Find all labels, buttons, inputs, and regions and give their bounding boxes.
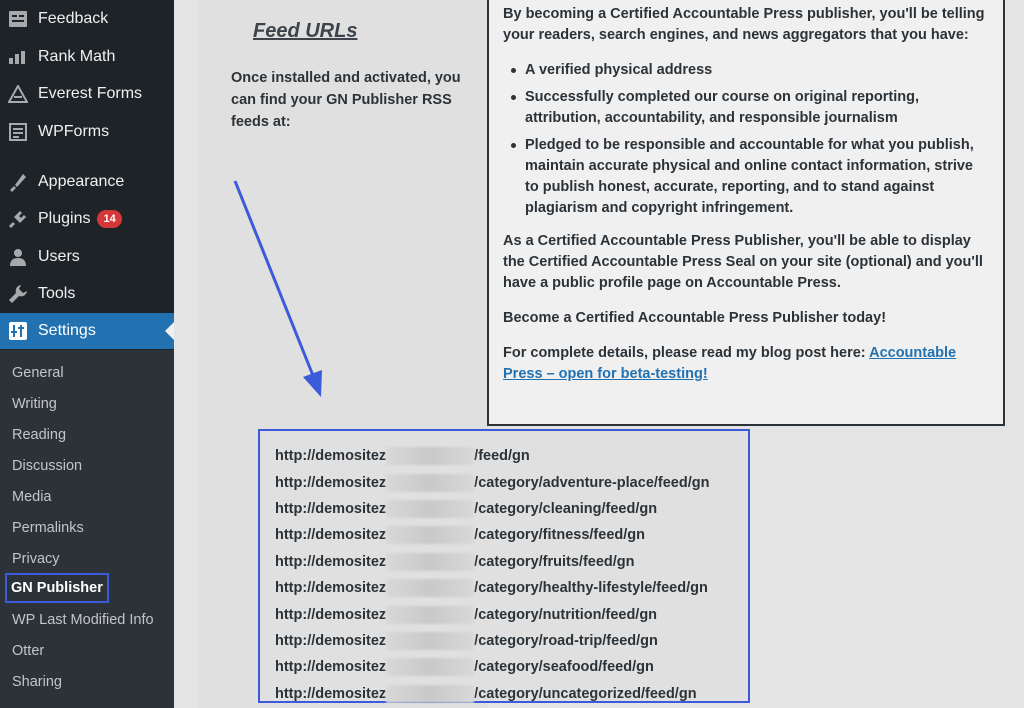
feed-url-row[interactable] [275,469,748,495]
feed-url-row[interactable] [275,575,748,601]
redacted-domain [386,500,474,518]
submenu-gn-publisher[interactable]: GN Publisher [5,573,109,603]
menu-rank-math[interactable] [0,39,174,75]
feed-url-path: /category/cleaning/feed/gn [474,500,658,517]
menu-feedback[interactable] [0,1,174,37]
feed-url-path: /feed/gn [474,448,530,465]
menu-label: Users [38,248,80,265]
promo-details [503,343,989,385]
feed-url-path: /category/road-trip/feed/gn [474,632,658,649]
feed-url-path: /category/adventure-place/feed/gn [474,474,710,491]
admin-sidebar [0,0,174,708]
feed-url-prefix: http://demositez [275,474,387,491]
users-icon [7,246,29,268]
tools-wrench-icon [7,283,29,305]
redacted-domain [386,474,474,492]
promo-bullet-list [525,60,989,219]
menu-label: Tools [38,285,76,302]
feed-url-prefix: http://demositez [275,685,387,702]
menu-everest-forms[interactable] [0,76,174,112]
menu-settings[interactable] [0,313,174,349]
menu-label: Plugins [38,210,91,227]
redacted-domain [386,632,474,650]
feedback-icon [7,8,29,30]
feed-url-path: /category/uncategorized/feed/gn [474,685,697,702]
feed-url-row[interactable] [275,681,748,707]
feed-url-row[interactable] [275,522,748,548]
menu-users[interactable] [0,239,174,275]
feed-url-row[interactable] [275,496,748,522]
redacted-domain [386,606,474,624]
menu-label: Settings [38,322,96,339]
menu-label: WPForms [38,123,110,140]
menu-tools[interactable] [0,276,174,312]
feed-url-path: /category/healthy-lifestyle/feed/gn [474,580,708,597]
redacted-domain [386,685,474,703]
menu-label: Feedback [38,10,109,27]
promo-details-text: For complete details, please read my blog post here: [503,345,870,361]
feed-url-row[interactable] [275,628,748,654]
feed-url-row[interactable] [275,601,748,627]
plugins-update-badge: 14 [97,210,121,228]
submenu-permalinks[interactable]: Permalinks [12,520,84,536]
feed-url-prefix: http://demositez [275,527,387,544]
plugins-icon [7,208,29,230]
list-item: A verified physical address [525,60,989,81]
submenu-discussion[interactable]: Discussion [12,458,83,474]
submenu-otter[interactable]: Otter [12,643,45,659]
submenu-wp-last-modified-info[interactable]: WP Last Modified Info [12,612,154,628]
settings-submenu [0,350,174,708]
everest-forms-icon [7,83,29,105]
feed-url-path: /category/fruits/feed/gn [474,553,635,570]
feed-url-prefix: http://demositez [275,448,387,465]
wpforms-icon [7,121,29,143]
feed-urls-heading: Feed URLs [253,20,358,42]
submenu-reading[interactable]: Reading [12,427,67,443]
feed-url-prefix: http://demositez [275,606,387,623]
promo-call-to-action: Become a Certified Accountable Press Publisher today! [503,310,887,326]
feed-url-prefix: http://demositez [275,659,387,676]
feed-url-path: /category/nutrition/feed/gn [474,606,658,623]
submenu-sharing[interactable]: Sharing [12,674,62,690]
active-menu-pointer [165,322,174,340]
feed-url-list [258,429,750,703]
menu-label: Everest Forms [38,85,143,102]
feed-url-prefix: http://demositez [275,632,387,649]
promo-intro: By becoming a Certified Accountable Press publisher, you'll be telling your readers, search engines, and news aggregators that you have: [503,6,985,43]
main-content [174,0,1024,708]
menu-label: Rank Math [38,48,116,65]
feed-url-path: /category/fitness/feed/gn [474,527,645,544]
list-item: Successfully completed our course on original reporting, attribution, accountability, and responsible journalism [525,87,989,129]
menu-wpforms[interactable] [0,114,174,150]
appearance-brush-icon [7,171,29,193]
feed-url-row[interactable] [275,443,748,469]
redacted-domain [386,553,474,571]
submenu-media[interactable]: Media [12,489,52,505]
feed-url-prefix: http://demositez [275,553,387,570]
promo-paragraph: As a Certified Accountable Press Publisher, you'll be able to display the Certified Accountable Press Seal on your site (optional) and you'll have a public profile page on Accountable Press. [503,233,983,291]
submenu-privacy[interactable]: Privacy [12,551,60,567]
feed-url-prefix: http://demositez [275,580,387,597]
feed-description: Once installed and activated, you can find your GN Publisher RSS feeds at: [231,70,461,130]
redacted-domain [386,579,474,597]
submenu-writing[interactable]: Writing [12,396,57,412]
redacted-domain [386,447,474,465]
menu-plugins[interactable] [0,201,174,237]
blog-post-link[interactable]: Accountable Press – open for beta-testing! [503,345,957,382]
feed-url-row[interactable] [275,549,748,575]
menu-label: Appearance [38,173,125,190]
feed-url-prefix: http://demositez [275,500,387,517]
feed-url-path: /category/seafood/feed/gn [474,659,654,676]
list-item: Pledged to be responsible and accountable for what you publish, maintain accurate physical and online contact information, strive to publish honest, accurate, reporting, and to stand against plagiarism and copyright infringement. [525,135,989,219]
submenu-general[interactable]: General [12,365,64,381]
accountable-press-box [487,0,1005,426]
menu-appearance[interactable] [0,164,174,200]
redacted-domain [386,658,474,676]
redacted-domain [386,526,474,544]
settings-icon [7,320,29,342]
rank-math-icon [7,46,29,68]
feed-url-row[interactable] [275,654,748,680]
